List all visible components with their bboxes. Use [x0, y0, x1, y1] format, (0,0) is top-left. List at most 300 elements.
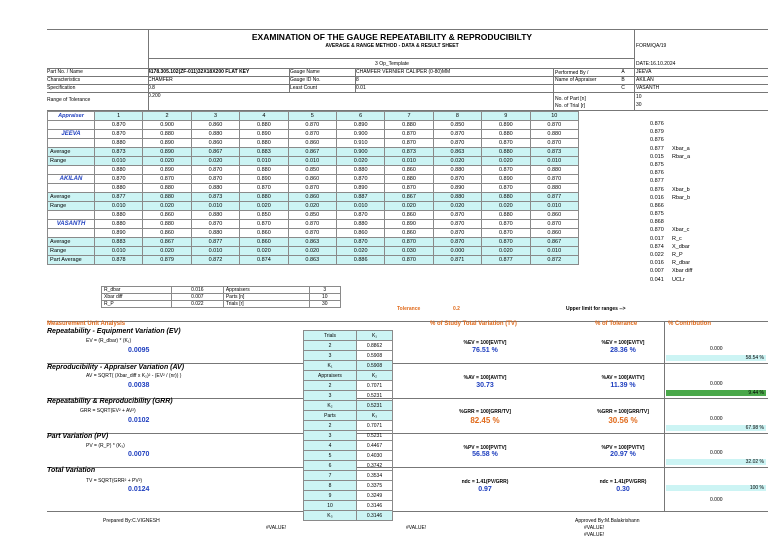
- range-label: Range: [48, 247, 95, 256]
- k-factor-cell: 0.7071: [356, 381, 392, 391]
- contrib-zero: 0.000: [710, 346, 723, 352]
- char-value: CHAMFER: [148, 77, 173, 83]
- side-value: 0.016: [650, 260, 664, 267]
- part-no-value: 4178.305.102(ZF-011)32X18X200 FLAT KEY: [148, 69, 250, 75]
- contrib-zero: 0.000: [710, 450, 723, 456]
- k-factor-cell: K₃: [304, 511, 357, 521]
- side-row: [650, 195, 760, 203]
- range-cell: 0.010: [530, 202, 578, 211]
- k-factor-cell: 0.5908: [356, 361, 392, 371]
- sheet-title: EXAMINATION OF THE GAUGE REPEATABILITY & REPRODUCIBILTY: [251, 32, 533, 42]
- k-factor-cell: 0.3375: [356, 481, 392, 491]
- k-factor-row: [304, 431, 393, 441]
- pv-tv-value: 56.58 %: [472, 451, 498, 458]
- reading-cell: 0.870: [95, 175, 143, 184]
- ev-value: 0.0095: [128, 347, 150, 354]
- reading-cell: 0.870: [191, 175, 239, 184]
- table-row: [48, 229, 579, 238]
- range-cell: 0.010: [240, 157, 288, 166]
- performed-label: Performed By /: [555, 70, 589, 76]
- reading-cell: 0.880: [530, 166, 578, 175]
- reading-cell: 0.860: [143, 229, 191, 238]
- reading-cell: 0.870: [530, 175, 578, 184]
- k-factor-cell: 3: [304, 351, 357, 361]
- tv-column-heading: % of Study Total Variation (TV): [430, 321, 517, 327]
- reading-cell: 0.900: [143, 121, 191, 130]
- reading-cell: 0.870: [433, 211, 481, 220]
- k-factor-cell: 0.3146: [356, 501, 392, 511]
- avg-cell: 0.900: [336, 148, 384, 157]
- av-value: 0.0038: [128, 382, 150, 389]
- grid-line: [634, 68, 635, 110]
- grr-tol-label: %GRR = 100[GRR/TV]: [597, 409, 649, 415]
- range-cell: 0.010: [385, 157, 433, 166]
- side-value: 0.007: [650, 268, 664, 275]
- k-factor-row: [304, 381, 393, 391]
- pv-tol-value: 20.97 %: [610, 451, 636, 458]
- side-row: [650, 260, 760, 268]
- tv-title: Total Variation: [47, 467, 96, 474]
- avg-cell: 0.877: [95, 193, 143, 202]
- grid-line: [289, 68, 290, 92]
- avg-label: Average: [48, 238, 95, 247]
- gauge-name-value: CHAMFER VERNIER CALIPER (0-80)MM: [356, 69, 451, 75]
- reading-cell: 0.880: [95, 211, 143, 220]
- range-cell: 0.020: [433, 157, 481, 166]
- summary-cell: 0.007: [171, 294, 223, 301]
- side-value: 0.876: [650, 186, 664, 193]
- side-row: [650, 227, 760, 235]
- k-factor-row: [304, 501, 393, 511]
- range-cell: 0.020: [482, 157, 530, 166]
- tolerance-label: Tolerance: [397, 306, 421, 312]
- reading-cell: 0.860: [288, 175, 336, 184]
- table-row: [48, 220, 579, 229]
- tv-value: 0.0124: [128, 486, 150, 493]
- k-factor-cell: 0.5231: [356, 401, 392, 411]
- side-row: [650, 211, 760, 219]
- table-row: [48, 139, 579, 148]
- reading-cell: 0.860: [385, 166, 433, 175]
- side-label: Rbar_a: [672, 153, 691, 160]
- summary-cell: Appraisers: [223, 287, 309, 294]
- frame-divider: [148, 29, 149, 69]
- appraiser-name-a: JEEVA: [636, 69, 652, 75]
- reading-cell: 0.880: [191, 130, 239, 139]
- reading-cell: 0.870: [240, 184, 288, 193]
- reading-cell: 0.890: [143, 139, 191, 148]
- range-cell: 0.000: [433, 247, 481, 256]
- reading-cell: 0.880: [143, 130, 191, 139]
- reading-cell: 0.880: [95, 220, 143, 229]
- grr-tv-label: %GRR = 100[GRR/TV]: [459, 409, 511, 415]
- avg-cell: 0.880: [240, 193, 288, 202]
- side-value: 0.876: [650, 121, 664, 127]
- template-name: 3 Op_Template: [375, 61, 409, 67]
- part-average-cell: 0.863: [288, 256, 336, 265]
- reading-cell: 0.870: [385, 139, 433, 148]
- range-cell: 0.010: [95, 247, 143, 256]
- pv-value: 0.0070: [128, 451, 150, 458]
- k-factor-cell: 8: [304, 481, 357, 491]
- range-cell: 0.010: [336, 202, 384, 211]
- range-row: [48, 157, 579, 166]
- k-factor-cell: 4: [304, 441, 357, 451]
- k-factor-cell: 0.4030: [356, 451, 392, 461]
- reading-cell: 0.860: [530, 229, 578, 238]
- side-label: Xbar diff: [672, 268, 693, 275]
- part-average-cell: 0.872: [530, 256, 578, 265]
- table-row: [48, 175, 579, 184]
- range-cell: 0.010: [530, 157, 578, 166]
- summary-cell: Trials [r]: [223, 301, 309, 308]
- k-factor-cell: 7: [304, 471, 357, 481]
- summary-cell: 0.022: [171, 301, 223, 308]
- k-factor-cell: 0.5231: [356, 431, 392, 441]
- reading-cell: 0.870: [191, 166, 239, 175]
- part-col-header: 5: [288, 112, 336, 121]
- k-factor-cell: 0.4467: [356, 441, 392, 451]
- reading-cell: 0.880: [95, 139, 143, 148]
- reading-cell: 0.870: [336, 211, 384, 220]
- grid-line: [47, 467, 768, 468]
- k-factor-cell: 0.5908: [356, 351, 392, 361]
- reading-cell: 0.880: [530, 184, 578, 193]
- avg-cell: 0.870: [385, 238, 433, 247]
- reading-cell: 0.870: [385, 130, 433, 139]
- average-row: [48, 148, 579, 157]
- grr-title: Repeatability & Reproducibility (GRR): [47, 398, 173, 405]
- parts-label: No. of Part [n]: [555, 96, 586, 102]
- av-title: Reproducibility - Appraiser Variation (AV): [47, 364, 185, 371]
- summary-cell: R_dbar: [102, 287, 172, 294]
- avg-cell: 0.873: [385, 148, 433, 157]
- ev-title: Repeatability - Equipment Variation (EV): [47, 328, 181, 335]
- error-cell: #VALUE!: [406, 525, 427, 531]
- part-average-cell: 0.886: [336, 256, 384, 265]
- error-cell: #VALUE!: [266, 525, 287, 531]
- appraiser-name-label: Name of Appraiser: [555, 77, 597, 83]
- appraiser-header: Appraiser: [48, 112, 95, 121]
- ndc-tol-label: ndc = 1.41(PV/GRR): [599, 479, 647, 485]
- reading-cell: 0.880: [95, 166, 143, 175]
- side-row: [650, 162, 760, 170]
- av-tol-value: 11.39 %: [610, 382, 636, 389]
- ev-tol-value: 28.36 %: [610, 347, 636, 354]
- side-value: 0.875: [650, 161, 664, 168]
- contrib-percent: 32.02 %: [666, 459, 766, 465]
- k-factor-cell: 0.5231: [356, 391, 392, 401]
- reading-cell: 0.870: [288, 229, 336, 238]
- avg-cell: 0.867: [143, 238, 191, 247]
- k-factor-row: [304, 481, 393, 491]
- side-row: [650, 244, 760, 252]
- range-cell: 0.020: [482, 202, 530, 211]
- reading-cell: 0.870: [336, 175, 384, 184]
- k-factor-cell: 0.7071: [356, 421, 392, 431]
- side-label: R_P: [672, 252, 683, 258]
- appraiser-spacer: [48, 211, 95, 220]
- side-row: [650, 154, 760, 162]
- side-row: [650, 187, 760, 195]
- avg-cell: 0.877: [191, 238, 239, 247]
- avg-cell: 0.873: [191, 193, 239, 202]
- k-factor-cell: 0.3534: [356, 471, 392, 481]
- sheet-subtitle: AVERAGE & RANGE METHOD - DATA & RESULT SHEET: [325, 43, 459, 49]
- table-row: [48, 166, 579, 175]
- range-row: [48, 202, 579, 211]
- avg-cell: 0.880: [433, 193, 481, 202]
- average-row: [48, 193, 579, 202]
- side-row: [650, 236, 760, 244]
- k-factor-cell: Appraisers: [304, 371, 357, 381]
- side-value: 0.875: [650, 211, 664, 218]
- reading-cell: 0.870: [95, 130, 143, 139]
- frame-top: [47, 29, 768, 30]
- k-factor-cell: K₁: [304, 361, 357, 371]
- reading-cell: 0.880: [191, 229, 239, 238]
- analysis-heading: Measurement Unit Analysis: [47, 321, 126, 327]
- side-label: X_dbar: [672, 243, 690, 250]
- avg-cell: 0.867: [530, 238, 578, 247]
- error-cell: #VALUE!: [584, 525, 605, 531]
- k-factor-row: [304, 401, 393, 411]
- side-value: 0.015: [650, 153, 664, 160]
- k-factor-row: [304, 371, 393, 381]
- tol-value: 0.200: [148, 93, 161, 99]
- av-formula: AV = SQRT( (Xbar_diff x K₂)² - (EV² / (nr)) ): [86, 373, 182, 379]
- part-average-label: Part Average: [48, 256, 95, 265]
- tolerance-value: 0.2: [453, 306, 460, 312]
- side-value: 0.876: [650, 137, 664, 144]
- k-factor-cell: 5: [304, 451, 357, 461]
- range-cell: 0.030: [385, 247, 433, 256]
- side-row: [650, 277, 760, 285]
- avg-cell: 0.873: [95, 148, 143, 157]
- avg-cell: 0.883: [240, 148, 288, 157]
- grid-line: [47, 84, 768, 85]
- contrib-percent: 67.98 %: [666, 425, 766, 431]
- grid-line: [47, 321, 768, 322]
- avg-cell: 0.870: [336, 238, 384, 247]
- avg-cell: 0.887: [336, 193, 384, 202]
- k-factor-row: [304, 361, 393, 371]
- grid-line: [47, 92, 768, 93]
- trials-value: 30: [636, 102, 642, 108]
- parts-value: 10: [636, 94, 642, 100]
- k-factor-row: [304, 461, 393, 471]
- part-average-cell: 0.871: [433, 256, 481, 265]
- reading-cell: 0.880: [143, 184, 191, 193]
- range-cell: 0.020: [143, 247, 191, 256]
- summary-cell: 10: [309, 294, 340, 301]
- ev-tv-value: 76.51 %: [472, 347, 498, 354]
- reading-cell: 0.890: [240, 130, 288, 139]
- k-factor-row: [304, 441, 393, 451]
- reading-cell: 0.870: [240, 220, 288, 229]
- appraiser-spacer: [48, 121, 95, 130]
- reading-cell: 0.890: [482, 121, 530, 130]
- k-factor-cell: 3: [304, 431, 357, 441]
- reading-cell: 0.880: [336, 166, 384, 175]
- k-factor-cell: K₁: [356, 331, 392, 341]
- sheet-date: DATE:16.10.2024: [636, 61, 676, 67]
- side-row: [650, 252, 760, 260]
- range-cell: 0.020: [336, 247, 384, 256]
- contrib-zero: 0.000: [710, 497, 723, 503]
- range-cell: 0.010: [191, 247, 239, 256]
- reading-cell: 0.870: [530, 121, 578, 130]
- reading-cell: 0.870: [482, 184, 530, 193]
- reading-cell: 0.860: [530, 211, 578, 220]
- reading-cell: 0.870: [433, 229, 481, 238]
- side-value: 0.022: [650, 252, 664, 258]
- contrib-percent: 58.54 %: [666, 355, 766, 361]
- k-factor-cell: 10: [304, 501, 357, 511]
- summary-cell: Xbar diff: [102, 294, 172, 301]
- k-factor-cell: 6: [304, 461, 357, 471]
- reading-cell: 0.860: [385, 229, 433, 238]
- reading-cell: 0.890: [240, 175, 288, 184]
- reading-cell: 0.870: [288, 121, 336, 130]
- measurement-table: [47, 111, 579, 265]
- appraiser-name: AKILAN: [48, 175, 95, 184]
- side-row: [650, 219, 760, 227]
- part-no-label: Part No. / Name: [47, 69, 83, 75]
- appraiser-letter-a: A: [621, 69, 625, 75]
- side-row: [650, 129, 760, 137]
- k-factor-cell: 2: [304, 381, 357, 391]
- side-row: [650, 170, 760, 178]
- range-cell: 0.020: [143, 202, 191, 211]
- summary-cell: 30: [309, 301, 340, 308]
- reading-cell: 0.880: [336, 220, 384, 229]
- side-value: 0.866: [650, 202, 664, 209]
- reading-cell: 0.870: [288, 184, 336, 193]
- range-row: [48, 247, 579, 256]
- reading-cell: 0.860: [143, 211, 191, 220]
- reading-cell: 0.890: [336, 184, 384, 193]
- gauge-name-label: Gauge Name: [290, 69, 320, 75]
- reading-cell: 0.870: [530, 220, 578, 229]
- side-summary-column: [650, 121, 760, 285]
- reading-cell: 0.870: [191, 220, 239, 229]
- part-col-header: 8: [433, 112, 481, 121]
- k-factor-cell: Parts: [304, 411, 357, 421]
- side-value: 0.877: [650, 178, 664, 185]
- k-factor-table: [303, 330, 393, 521]
- appraiser-letter-b: B: [621, 77, 625, 83]
- part-col-header: 2: [143, 112, 191, 121]
- summary-cell: Parts [n]: [223, 294, 309, 301]
- grid-line: [47, 76, 768, 77]
- reading-cell: 0.880: [95, 184, 143, 193]
- avg-cell: 0.863: [288, 238, 336, 247]
- ndc-tol-value: 0.30: [616, 486, 630, 493]
- k-factor-cell: 0.3146: [356, 511, 392, 521]
- avg-label: Average: [48, 193, 95, 202]
- reading-cell: 0.880: [240, 121, 288, 130]
- reading-cell: 0.890: [143, 166, 191, 175]
- k-factor-cell: 0.8862: [356, 341, 392, 351]
- k-factor-row: [304, 331, 393, 341]
- reading-cell: 0.890: [95, 229, 143, 238]
- part-average-cell: 0.874: [240, 256, 288, 265]
- k-factor-cell: 9: [304, 491, 357, 501]
- appraiser-spacer: [48, 139, 95, 148]
- k-factor-cell: K₃: [356, 411, 392, 421]
- summary-table: [101, 286, 341, 308]
- side-label: Rbar_b: [672, 194, 691, 201]
- side-label: Xbar_c: [672, 227, 690, 234]
- range-label: Range: [48, 202, 95, 211]
- reading-cell: 0.880: [482, 211, 530, 220]
- pv-title: Part Variation (PV): [47, 433, 109, 440]
- k-factor-cell: 3: [304, 391, 357, 401]
- gauge-id-label: Gauge ID No.: [290, 77, 321, 83]
- reading-cell: 0.870: [530, 139, 578, 148]
- error-cell: #VALUE!: [584, 532, 605, 538]
- reading-cell: 0.870: [482, 229, 530, 238]
- reading-cell: 0.870: [482, 166, 530, 175]
- form-number: FORM/QA/19: [636, 43, 667, 49]
- avg-cell: 0.883: [95, 238, 143, 247]
- k-factor-row: [304, 421, 393, 431]
- part-average-cell: 0.877: [482, 256, 530, 265]
- side-row: [650, 203, 760, 211]
- grid-line: [148, 68, 149, 110]
- part-average-cell: 0.878: [95, 256, 143, 265]
- side-label: Xbar_b: [672, 186, 690, 193]
- contrib-zero: 0.000: [710, 416, 723, 422]
- part-average-cell: 0.870: [385, 256, 433, 265]
- gauge-id-value: 8: [356, 77, 359, 83]
- reading-cell: 0.870: [288, 130, 336, 139]
- part-average-cell: 0.879: [143, 256, 191, 265]
- pv-tv-label: %PV = 100[PV/TV]: [463, 445, 507, 451]
- tol-column-heading: % of Tolerance: [595, 321, 638, 327]
- grid-line: [47, 511, 768, 512]
- reading-cell: 0.880: [482, 130, 530, 139]
- appraiser-name-b: AKILAN: [636, 77, 654, 83]
- side-row: [650, 121, 760, 129]
- summary-row: [102, 287, 341, 294]
- reading-cell: 0.870: [95, 121, 143, 130]
- range-cell: 0.020: [240, 247, 288, 256]
- reading-cell: 0.880: [530, 130, 578, 139]
- reading-cell: 0.850: [433, 121, 481, 130]
- side-row: [650, 146, 760, 154]
- avg-cell: 0.867: [191, 148, 239, 157]
- range-cell: 0.020: [191, 157, 239, 166]
- summary-cell: 0.016: [171, 287, 223, 294]
- ndc-label: ndc = 1.41(PV/GRR): [461, 479, 509, 485]
- avg-cell: 0.860: [240, 238, 288, 247]
- reading-cell: 0.880: [240, 166, 288, 175]
- range-cell: 0.020: [385, 202, 433, 211]
- grr-formula: GRR = SQRT(EV² + AV²): [80, 408, 136, 414]
- reading-cell: 0.890: [433, 184, 481, 193]
- upper-limit-label: Upper limit for ranges -->: [566, 306, 626, 312]
- part-col-header: 9: [482, 112, 530, 121]
- summary-cell: R_P: [102, 301, 172, 308]
- part-average-cell: 0.872: [191, 256, 239, 265]
- side-value: 0.877: [650, 145, 664, 152]
- ev-formula: EV = (R_dbar) * (K₁): [86, 338, 132, 344]
- avg-cell: 0.867: [385, 193, 433, 202]
- appraiser-spacer: [48, 184, 95, 193]
- reading-cell: 0.890: [482, 175, 530, 184]
